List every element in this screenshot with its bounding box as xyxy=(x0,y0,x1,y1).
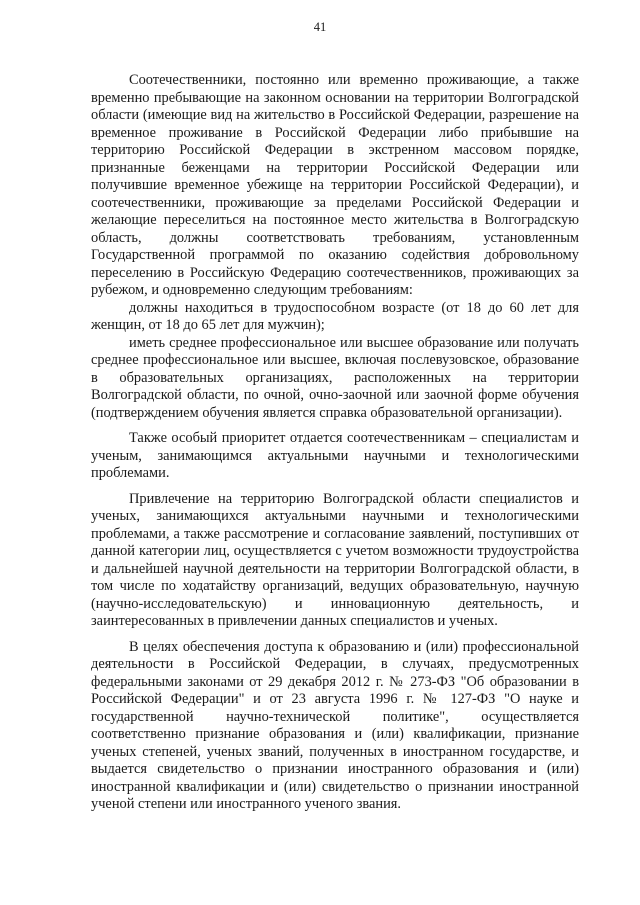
document-body xyxy=(91,72,579,814)
page-number: 41 xyxy=(313,20,327,34)
paragraph-attraction-specialists: Привлечение на территорию Волгоградской области специалистов и ученых, занимающихся актуальными научными и технологическими проблемами, а также рассмотрение и согласование заявлений, поступивших от данной категории лиц, осуществляется с учетом возможности трудоустройства и дальнейшей научной деятельности на территории Волгоградской области, в том числе по ходатайству организаций, ведущих образовательную, научную (научно-исследовательскую) и инновационную деятельность, и заинтересованных в привлечении данных специалистов и ученых. xyxy=(91,490,579,629)
paragraph-compatriots-requirements: Соотечественники, постоянно или временно проживающие, а также временно пребывающие на законном основании на территории Волгоградской области (имеющие вид на жительство в Российской Федерации, разрешение на временное проживание в Российской Федерации либо прибывшие на территорию Российской Федерации в экстренном массовом порядке, признанные беженцами на территории Российской Федерации или получившие временное убежище на территории Российской Федерации), и соотечественники, проживающие за пределами Российской Федерации и желающие переселиться на постоянное место жительства в Волгоградскую область, должны соответствовать требованиям, установленным Государственной программой по оказанию содействия добровольному переселению в Российскую Федерацию соотечественников, проживающих за рубежом, и одновременно следующим требованиям: xyxy=(91,72,579,298)
paragraph-education-requirement: иметь среднее профессиональное или высшее образование или получать среднее профессиональное или высшее, включая послевузовское, образование в образовательных организациях, расположенных на территории Волгоградской области, по очной, очно-заочной или заочной форме обучения (подтверждением обучения является справка образовательной организации). xyxy=(91,334,579,421)
paragraph-age-requirement: должны находиться в трудоспособном возрасте (от 18 до 60 лет для женщин, от 18 до 65 лет для мужчин); xyxy=(91,299,579,333)
paragraph-recognition-education: В целях обеспечения доступа к образованию и (или) профессиональной деятельности в Российской Федерации, в случаях, предусмотренных федеральными законами от 29 декабря 2012 г. № 273-ФЗ "Об образовании в Российской Федерации" и от 23 августа 1996 г. № 127-ФЗ "О науке и государственной научно-технической политике", осуществляется соответственно признание образования и (или) квалификации, признание ученых степеней, ученых званий, полученных в иностранном государстве, и выдается свидетельство о признании иностранного образования и (или) иностранной квалификации и (или) свидетельство о признании иностранной ученой степени или иностранного ученого звания. xyxy=(91,638,579,812)
paragraph-priority-specialists: Также особый приоритет отдается соотечественникам – специалистам и ученым, занимающимся актуальными научными и технологическими проблемами. xyxy=(91,430,579,481)
